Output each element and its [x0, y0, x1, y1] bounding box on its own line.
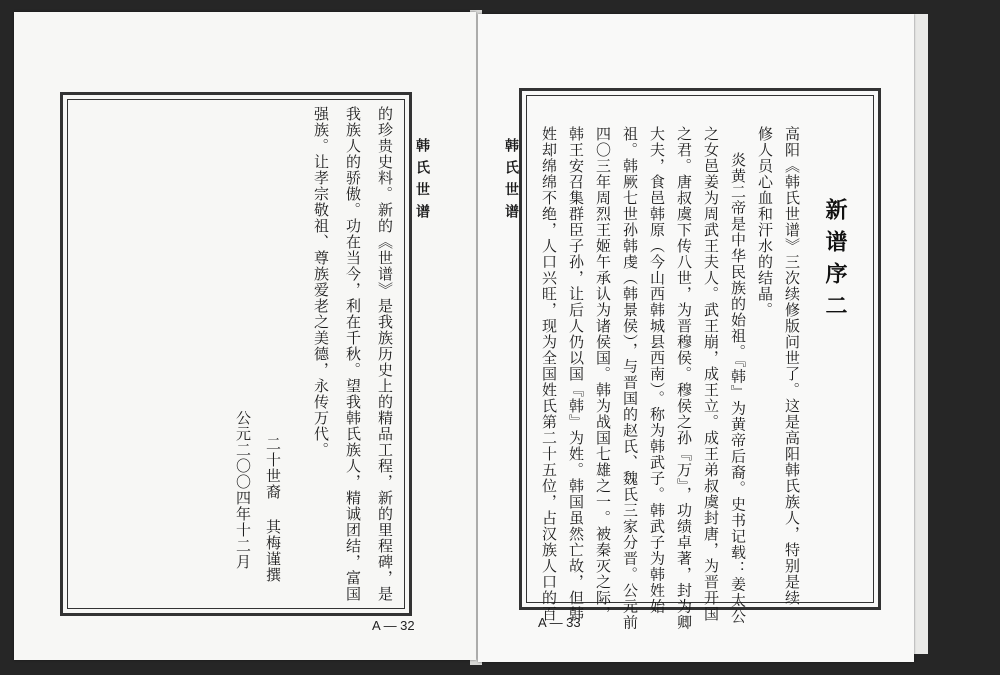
right-page-number: A — 33 [538, 615, 581, 630]
right-text-column-6: 大夫，食邑韩原（今山西韩城县西南）。称为韩武子。韩武子为韩姓始 [648, 126, 666, 615]
author-signature: 二十世裔 其梅谨撰 [264, 436, 282, 583]
right-text-column-7: 祖。韩厥七世孙韩虔（韩景侯），与晋国的赵氏、魏氏三家分晋。公元前 [621, 126, 639, 631]
right-text-column-8: 四〇三年周烈王姬午承认为诸侯国。韩为战国七雄之一。被秦灭之际， [594, 126, 612, 622]
right-text-column-1: 高阳《韩氏世谱》三次续修版问世了。这是高阳韩氏族人，特别是续 [783, 126, 801, 606]
right-text-column-2: 修人员心血和汗水的结晶。 [756, 126, 774, 318]
left-text-column-3: 强族。让孝宗敬祖、尊族爱老之美德，永传万代。 [312, 106, 330, 458]
right-text-column-4: 之女邑姜为周武王夫人。武王崩，成王立。成王弟叔虞封唐，为晋开国 [702, 126, 720, 622]
left-text-column-2: 我族人的骄傲。功在当今，利在千秋。望我韩氏族人，精诚团结，富国 [344, 106, 362, 602]
left-text-column-1: 的珍贵史料。新的《世谱》是我族历史上的精品工程，新的里程碑，是 [376, 106, 394, 602]
left-page-number: A — 32 [372, 618, 415, 633]
right-text-column-9: 韩王安召集群臣子孙，让后人仍以国『韩』为姓。韩国虽然亡故，但韩 [567, 126, 585, 622]
right-running-head: 韩氏世谱 [503, 138, 519, 226]
right-text-column-10: 姓却绵绵不绝，人口兴旺，现为全国姓氏第二十五位，占汉族人口的百 [540, 126, 558, 622]
right-text-column-5: 之君。唐叔虞下传八世，为晋穆侯。穆侯之孙『万』，功绩卓著，封为卿 [675, 126, 693, 631]
left-running-head: 韩氏世谱 [414, 138, 430, 226]
author-date: 公元二〇〇四年十二月 [234, 410, 252, 570]
right-text-column-3: 炎黄二帝是中华民族的始祖。『韩』为黄帝后裔。史书记载：姜太公 [729, 152, 747, 625]
preface-title: 新谱序二 [822, 198, 848, 326]
